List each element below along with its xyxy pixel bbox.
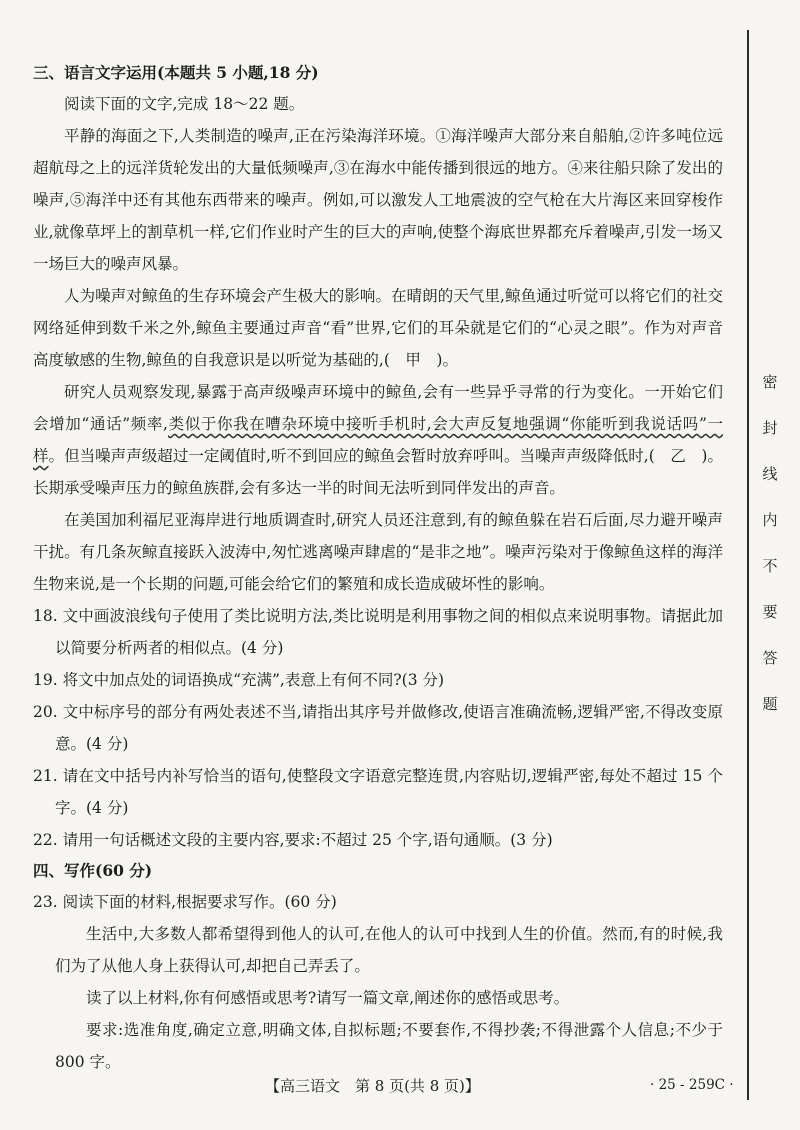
passage-paragraph-3: [33, 376, 723, 504]
passage-paragraph-1: 平静的海面之下,人类制造的噪声,正在污染海洋环境。①海洋噪声大部分来自船舶,②许多吨位远超航母之上的远洋货轮发出的大量低频噪声,③在海水中能传播到很远的地方。④来往船只除了发出的噪声,⑤海洋中还有其他东西带来的噪声。例如,可以激发人工地震波的空气枪在大片海区来回穿梭作业,就像草坪上的割草机一样,它们作业时产生的巨大的声响,使整个海底世界都充斥着噪声,引发一场又一场巨大的噪声风暴。: [33, 127, 723, 273]
seal-char: 题: [762, 695, 778, 713]
question-21: 21. 请在文中括号内补写恰当的语句,使整段文字语意完整连贯,内容贴切,逻辑严密,每处不超过 15 个字。(4 分): [33, 767, 723, 817]
seal-line-notice: [758, 370, 782, 738]
wavy-underlined-sentence: 类似于你我在嘈杂环境中接听手机时,会大声反复地强调“你能听到我说话吗”一样: [33, 415, 723, 465]
writing-material: 生活中,大多数人都希望得到他人的认可,在他人的认可中找到人生的价值。然而,有的时候,我们为了从他人身上获得认可,却把自己弄丢了。: [55, 925, 723, 975]
seal-char: 不: [762, 557, 778, 575]
seal-char: 内: [762, 511, 778, 529]
question-20: 20. 文中标序号的部分有两处表述不当,请指出其序号并做修改,使语言准确流畅,逻辑严密,不得改变原意。(4 分): [33, 703, 723, 753]
p3-text-after: 。但当噪声声级超过一定阈值时,听不到回应的鲸鱼会暂时放弃呼叫。当噪声声级降低时,( 乙 )。长期承受噪声压力的鲸鱼族群,会有多达一半的时间无法听到同伴发出的声音。: [33, 447, 723, 497]
section4-heading: 四、写作(60 分): [33, 861, 153, 880]
seal-char: 密: [762, 373, 778, 391]
seal-char: 线: [762, 465, 778, 483]
writing-prompt: 读了以上材料,你有何感悟或思考?请写一篇文章,阐述你的感悟或思考。: [86, 989, 570, 1007]
p3-text-before: 研究人员观察发现,暴露于高声级噪声环境中的鲸鱼,会有一些异乎寻常的行为变化。一开始它们会增加“通话”频率,: [33, 383, 723, 433]
seal-char: 答: [762, 649, 778, 667]
content-area: [33, 58, 723, 1078]
question-23: 23. 阅读下面的材料,根据要求写作。(60 分): [33, 893, 337, 911]
question-19: 19. 将文中加点处的词语换成“充满”,表意上有何不同?(3 分): [33, 671, 445, 689]
section3-heading: 三、语言文字运用(本题共 5 小题,18 分): [33, 63, 319, 82]
passage-paragraph-4: 在美国加利福尼亚海岸进行地质调查时,研究人员还注意到,有的鲸鱼躲在岩石后面,尽力避开噪声干扰。有几条灰鲸直接跃入波涛中,匆忙逃离噪声肆虐的“是非之地”。噪声污染对于像鲸鱼这样的海洋生物来说,是一个长期的问题,可能会给它们的繁殖和成长造成破坏性的影响。: [33, 511, 723, 593]
question-22: 22. 请用一句话概述文段的主要内容,要求:不超过 25 个字,语句通顺。(3 分): [33, 831, 553, 849]
passage-paragraph-2: 人为噪声对鲸鱼的生存环境会产生极大的影响。在晴朗的天气里,鲸鱼通过听觉可以将它们的社交网络延伸到数千米之外,鲸鱼主要通过声音“看”世界,它们的耳朵就是它们的“心灵之眼”。作为对声音高度敏感的生物,鲸鱼的自我意识是以听觉为基础的,( 甲 )。: [33, 287, 723, 369]
exam-code: · 25 - 259C ·: [650, 1077, 734, 1093]
page-footer: 【高三语文 第 8 页(共 8 页)】: [265, 1077, 480, 1095]
seal-line: [747, 30, 749, 1100]
seal-char: 要: [762, 603, 778, 621]
writing-requirements: 要求:选准角度,确定立意,明确文体,自拟标题;不要套作,不得抄袭;不得泄露个人信息;不少于 800 字。: [55, 1021, 723, 1071]
seal-char: 封: [762, 419, 778, 437]
question-18: 18. 文中画波浪线句子使用了类比说明方法,类比说明是利用事物之间的相似点来说明事物。请据此加以简要分析两者的相似点。(4 分): [33, 607, 723, 657]
section3-intro: 阅读下面的文字,完成 18～22 题。: [64, 95, 305, 113]
